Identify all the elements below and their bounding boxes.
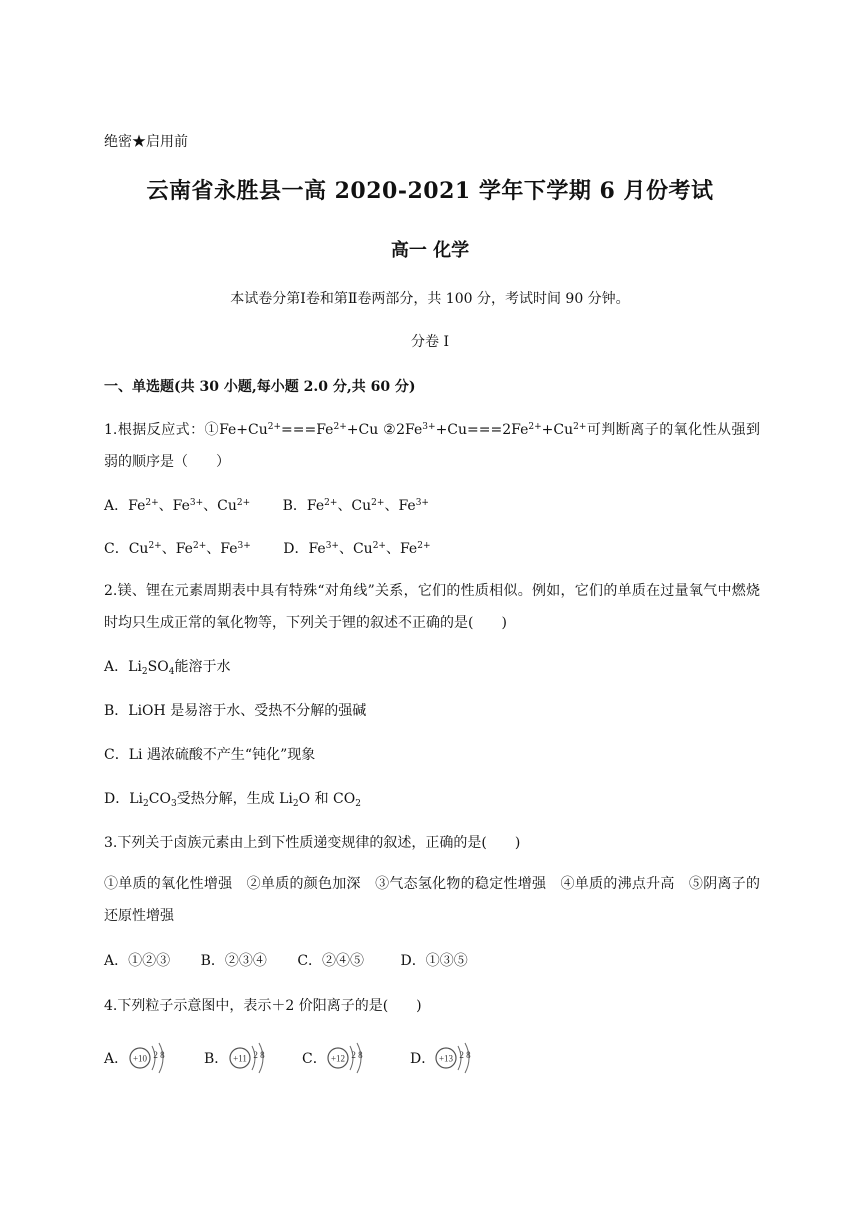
q3-option-b[interactable]: B．②③④ (200, 953, 267, 969)
atom-structure-diagram (326, 1040, 374, 1080)
nucleus-charge: +11 (233, 1053, 247, 1064)
section-heading: 一、单选题(共 30 小题,每小题 2.0 分,共 60 分) (104, 379, 416, 395)
q1-sup: 2+ (528, 422, 542, 432)
nucleus-charge: +10 (132, 1053, 148, 1064)
question-4-options (104, 1040, 504, 1080)
part-label: 分卷 I (411, 334, 449, 350)
option-label: A． (104, 1051, 129, 1067)
q1-option-b[interactable]: B．$Fe^{2+}$、$Cu^{2+}$、$Fe^{3+}$ (282, 498, 429, 514)
q1-text: +Cu (541, 422, 574, 438)
q3-option-d[interactable]: D．①③⑤ (400, 953, 468, 969)
question-2-stem: 2.镁、锂在元素周期表中具有特殊“对角线”关系，它们的性质相似。例如，它们的单质在过量氧气中燃烧时均只生成正常的氧化物等，下列关于锂的叙述不正确的是( ) (104, 583, 760, 631)
option-label: C． (302, 1051, 327, 1067)
question-3-stem: 3.下列关于卤族元素由上到下性质递变规律的叙述，正确的是( ) (104, 835, 521, 851)
atom-structure-diagram (434, 1040, 482, 1080)
question-1-stem (104, 414, 760, 478)
shell-electrons: 2 8 (153, 1050, 165, 1060)
shell-electrons: 2 8 (253, 1050, 265, 1060)
atom-structure-diagram (228, 1040, 276, 1080)
question-3-items: ①单质的氧化性增强 ②单质的颜色加深 ③气态氢化物的稳定性增强 ④单质的沸点升高 ⑤阴离子的还原性增强 (104, 876, 760, 924)
question-1-options-row-1 (104, 495, 429, 515)
question-4-stem: 4.下列粒子示意图中，表示＋2 价阳离子的是( ) (104, 998, 422, 1014)
q2-option-a[interactable]: A．$Li_2SO_4$能溶于水 (104, 659, 231, 677)
option-label: B． (204, 1051, 229, 1067)
nucleus-charge: +13 (438, 1053, 454, 1064)
q1-option-d[interactable]: D．$Fe^{3+}$、$Cu^{2+}$、$Fe^{2+}$ (283, 541, 431, 557)
question-3-options (104, 950, 468, 970)
q2-option-b[interactable]: B．LiOH 是易溶于水、受热不分解的强碱 (104, 703, 367, 719)
shell-electrons: 2 8 (351, 1050, 363, 1060)
exam-note: 本试卷分第Ⅰ卷和第Ⅱ卷两部分，共 100 分，考试时间 90 分钟。 (230, 291, 630, 307)
q3-option-a[interactable]: A．①②③ (104, 953, 171, 969)
q1-text: +Cu ②2Fe (346, 422, 423, 438)
atom-structure-diagram (128, 1040, 176, 1080)
q2-option-d[interactable]: D．$Li_2CO_3$受热分解，生成 $Li_2O$ 和 $CO_2$ (104, 791, 361, 809)
q1-text: 可判断离子的氧化性从强到弱的顺序是（ ） (104, 422, 760, 470)
q2-option-c[interactable]: C．Li 遇浓硫酸不产生“钝化”现象 (104, 747, 316, 763)
option-label: D． (410, 1051, 436, 1067)
q1-sup: 2+ (267, 422, 282, 432)
q1-sup: 2+ (333, 422, 347, 432)
q3-option-c[interactable]: C．②④⑤ (297, 953, 365, 969)
exam-subtitle: 高一 化学 (390, 240, 470, 261)
q1-option-c[interactable]: C．$Cu^{2+}$、$Fe^{2+}$、$Fe^{3+}$ (104, 541, 251, 557)
q1-text: ===Fe (281, 422, 334, 438)
confidential-label: 绝密★启用前 (104, 134, 188, 150)
q1-sup: 2+ (573, 422, 587, 432)
q1-sup: 3+ (422, 422, 436, 432)
exam-title: 云南省永胜县一高 2020-2021 学年下学期 6 月份考试 (146, 178, 714, 204)
q1-option-a[interactable]: A．$Fe^{2+}$、$Fe^{3+}$、$Cu^{2+}$ (104, 498, 251, 514)
nucleus-charge: +12 (330, 1053, 346, 1064)
shell-electrons: 2 8 (459, 1050, 471, 1060)
q1-text: +Cu===2Fe (435, 422, 529, 438)
q1-text: 1.根据反应式：①Fe+Cu (104, 422, 268, 438)
question-1-options-row-2 (104, 538, 431, 558)
